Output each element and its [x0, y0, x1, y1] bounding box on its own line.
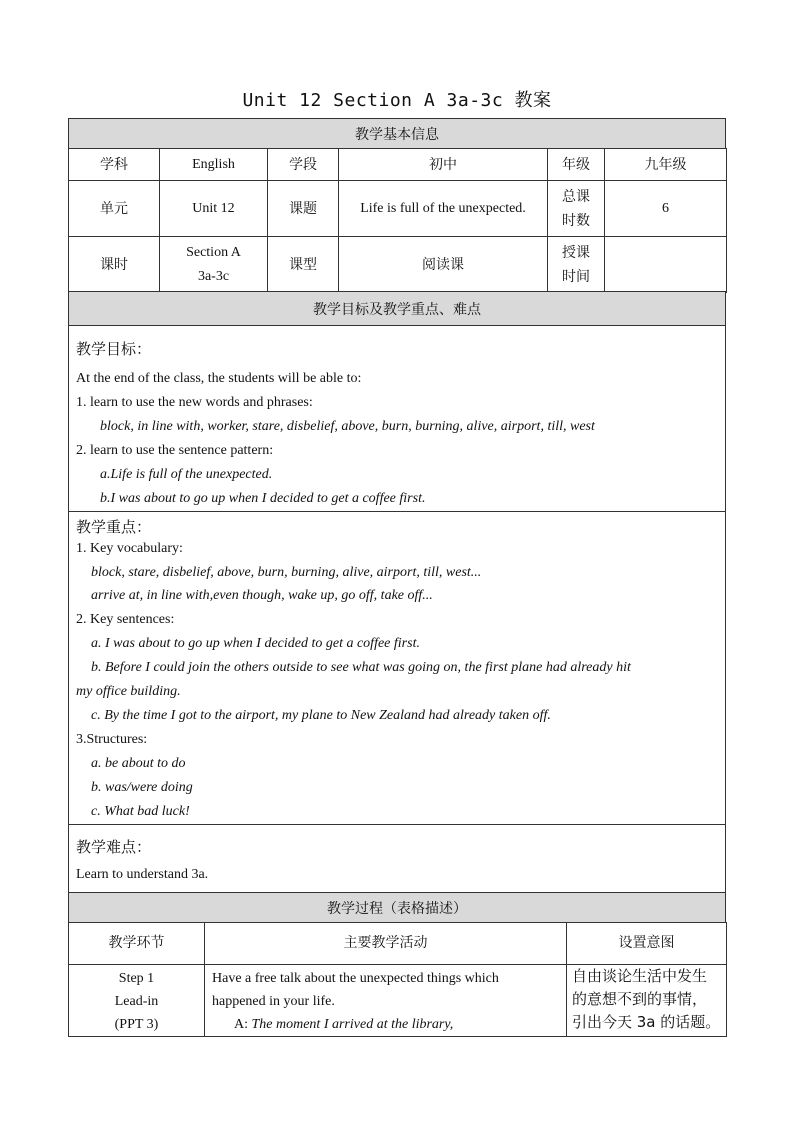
step1-activity-cell [205, 965, 567, 1037]
objectives-item2-b: b.I was about to go up when I decided to get a coffee first. [100, 491, 426, 506]
value-period-line1: Section A [186, 244, 241, 260]
process-table [68, 922, 727, 1037]
label-teaching-time-line1: 授课 [562, 244, 590, 261]
step1-cell [69, 965, 205, 1037]
key-sentence-c: c. By the time I got to the airport, my plane to New Zealand had already taken off. [91, 708, 551, 723]
key-vocab-phrases: arrive at, in line with,even though, wake up, go off, take off... [91, 588, 433, 603]
key-sentence-b-line1: b. Before I could join the others outside to see what was going on, the first plane had already hit [91, 660, 631, 675]
label-lesson-type: 课型 [268, 237, 339, 293]
value-unit: Unit 12 [160, 181, 268, 237]
label-subject: 学科 [69, 149, 160, 181]
step1-activity-line2: happened in your life. [212, 994, 335, 1009]
structures-title: 3.Structures: [76, 732, 148, 747]
info-row-period [69, 237, 727, 293]
step1-number: Step 1 [118, 971, 155, 986]
structure-b: b. was/were doing [91, 780, 193, 795]
value-grade: 九年级 [605, 149, 727, 181]
key-points-section [68, 511, 726, 825]
step1-intent-cell [567, 965, 727, 1037]
step1-intent-line1: 自由谈论生活中发生 [572, 967, 708, 985]
label-teaching-time [548, 237, 605, 293]
label-topic: 课题 [268, 181, 339, 237]
difficulty-heading: 教学难点： [76, 838, 152, 856]
step1-intent-line3: 引出今天 3a 的话题。 [572, 1013, 721, 1031]
process-header-row [69, 923, 727, 965]
process-row-step1 [69, 965, 727, 1037]
col-header-activities: 主要教学活动 [205, 923, 567, 965]
objectives-header: 教学目标及教学重点、难点 [68, 291, 726, 326]
objectives-item2-a: a.Life is full of the unexpected. [100, 467, 273, 482]
label-total-periods-line2: 时数 [562, 212, 590, 229]
value-total-periods: 6 [605, 181, 727, 237]
value-topic: Life is full of the unexpected. [339, 181, 548, 237]
value-subject: English [160, 149, 268, 181]
value-period-line2: 3a-3c [197, 268, 230, 284]
label-unit: 单元 [69, 181, 160, 237]
col-header-stage: 教学环节 [69, 923, 205, 965]
label-stage: 学段 [268, 149, 339, 181]
step1-ppt: (PPT 3) [114, 1017, 159, 1032]
key-sentences-title: 2. Key sentences: [76, 612, 175, 627]
key-vocab-title: 1. Key vocabulary: [76, 541, 183, 556]
info-row-unit [69, 181, 727, 237]
col-header-intent: 设置意图 [567, 923, 727, 965]
structure-a: a. be about to do [91, 756, 186, 771]
objectives-section [68, 325, 726, 512]
basic-info-table [68, 148, 727, 293]
step1-activity-speaker: A: [234, 1017, 252, 1032]
objectives-heading: 教学目标： [76, 340, 152, 358]
objectives-intro: At the end of the class, the students will be able to: [76, 371, 362, 386]
objectives-item2: 2. learn to use the sentence pattern: [76, 443, 274, 458]
step1-activity-line3 [212, 1013, 560, 1036]
structure-c: c. What bad luck! [91, 804, 190, 819]
label-period: 课时 [69, 237, 160, 293]
key-points-heading: 教学重点： [76, 518, 152, 536]
page-title: Unit 12 Section A 3a-3c 教案 [242, 90, 552, 111]
difficulty-text: Learn to understand 3a. [76, 867, 209, 882]
key-vocab-words: block, stare, disbelief, above, burn, burning, alive, airport, till, west... [91, 565, 482, 580]
label-grade: 年级 [548, 149, 605, 181]
step1-activity-line1: Have a free talk about the unexpected things which [212, 971, 499, 986]
step1-activity-example: The moment I arrived at the library, [251, 1017, 454, 1032]
process-header: 教学过程（表格描述） [68, 892, 726, 923]
basic-info-header: 教学基本信息 [68, 118, 726, 149]
value-period [160, 237, 268, 293]
difficulty-section [68, 824, 726, 893]
key-sentence-b-line2: my office building. [76, 684, 181, 699]
value-lesson-type: 阅读课 [339, 237, 548, 293]
label-total-periods [548, 181, 605, 237]
objectives-item1-words: block, in line with, worker, stare, disbelief, above, burn, burning, alive, airport, till, west [100, 419, 595, 434]
objectives-item1: 1. learn to use the new words and phrases: [76, 395, 313, 410]
step1-name: Lead-in [114, 994, 159, 1009]
value-stage: 初中 [339, 149, 548, 181]
key-sentence-a: a. I was about to go up when I decided to get a coffee first. [91, 636, 420, 651]
label-total-periods-line1: 总课 [562, 188, 590, 205]
label-teaching-time-line2: 时间 [562, 268, 590, 285]
info-row-subject [69, 149, 727, 181]
value-teaching-time [605, 237, 727, 293]
step1-intent-line2: 的意想不到的事情， [572, 990, 708, 1008]
